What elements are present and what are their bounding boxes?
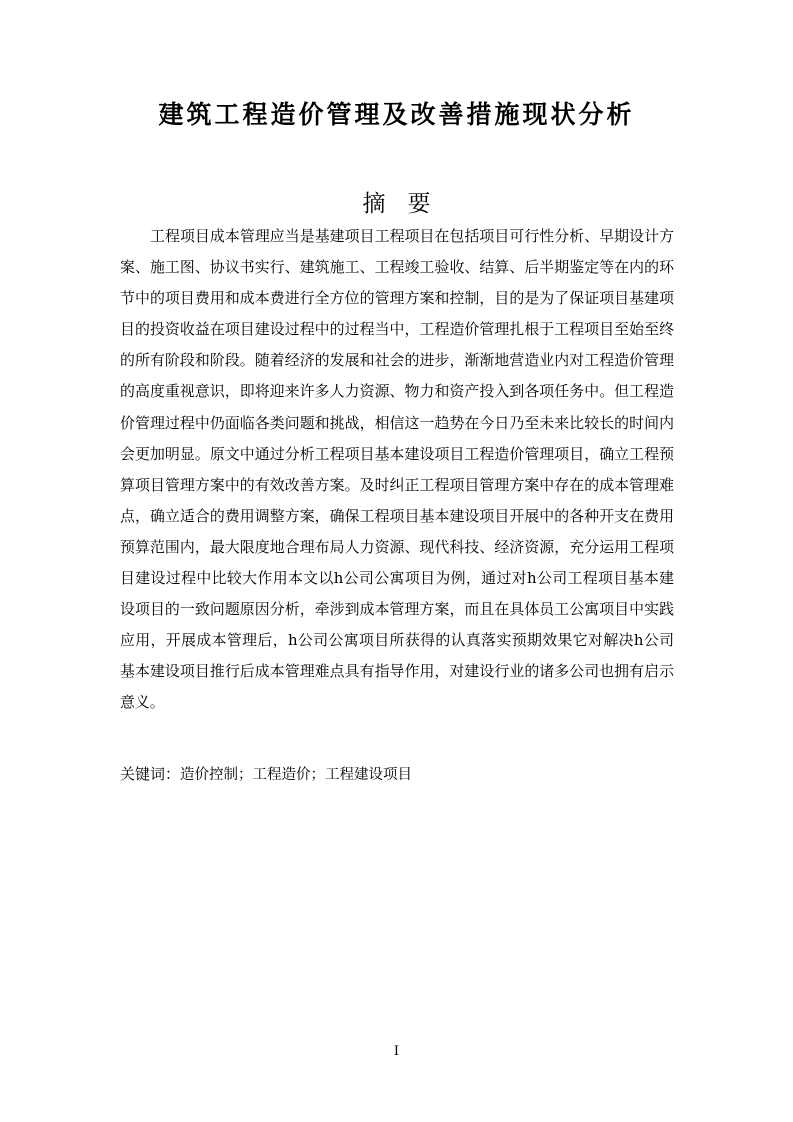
document-title: 建筑工程造价管理及改善措施现状分析: [158, 100, 635, 129]
abstract-body: 工程项目成本管理应当是基建项目工程项目在包括项目可行性分析、早期设计方案、施工图、协议书实行、建筑施工、工程竣工验收、结算、后半期鉴定等在内的环节中的项目费用和成本费进行全方位的管理方案和控制，目的是为了保证项目基建项目的投资收益在项目建设过程中的过程当中，工程造价管理扎根于工程项目至始至终的所有阶段和阶段。随着经济的发展和社会的进步，渐渐地营造业内对工程造价管理的高度重视意识，即将迎来许多人力资源、物力和资产投入到各项任务中。但工程造价管理过程中仍面临各类问题和挑战，相信这一趋势在今日乃至未来比较长的时间内会更加明显。原文中通过分析工程项目基本建设项目工程造价管理项目，确立工程预算项目管理方案中的有效改善方案。及时纠正工程项目管理方案中存在的成本管理难点，确立适合的费用调整方案，确保工程项目基本建设项目开展中的各种开支在费用预算范围内，最大限度地合理布局人力资源、现代科技、经济资源，充分运用工程项目建设过程中比较大作用本文以h公司公寓项目为例，通过对h公司工程项目基本建设项目的一致问题原因分析，牵涉到成本管理方案，而且在具体员工公寓项目中实践应用，开展成本管理后，h公司公寓项目所获得的认真落实预期效果它对解决h公司基本建设项目推行后成本管理难点具有指导作用，对建设行业的诸多公司也拥有启示意义。: [120, 227, 674, 712]
keywords-text: 造价控制；工程造价；工程建设项目: [180, 767, 413, 783]
keywords-line: [120, 760, 680, 789]
keywords-label: 关键词：: [120, 765, 181, 783]
abstract-heading: 摘要: [362, 191, 453, 217]
page-number: I: [393, 1044, 400, 1059]
